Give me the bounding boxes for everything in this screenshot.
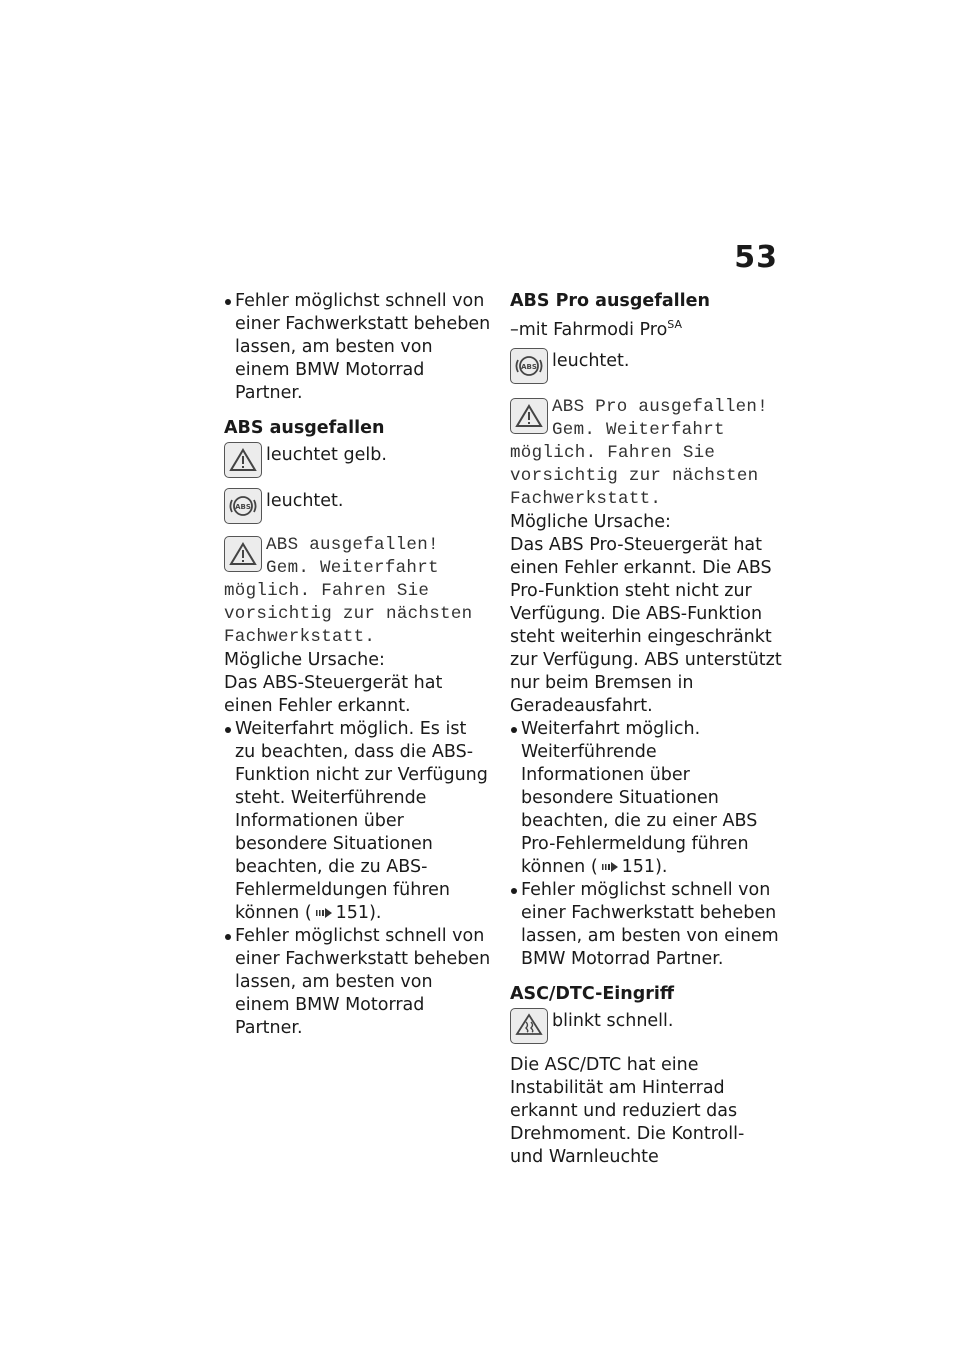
abs-lamp-row [224, 488, 492, 524]
abs-lamp-label: leuchtet. [266, 491, 344, 511]
page-reference-left[interactable]: 151 [335, 903, 370, 923]
display-message-abs-pro [510, 396, 782, 511]
traction-control-icon [510, 1008, 548, 1044]
svg-text:ABS: ABS [521, 362, 537, 371]
cause-label-left: Mögliche Ursache: [224, 650, 385, 670]
display-text-abs: ABS ausgefallen! Gem. Weiterfahrt möglich. Fahren Sie vorsichtig zur nächsten Fachwerkstatt. [224, 535, 473, 647]
subheading-fahrmodi-pro: –mit Fahrmodi Pro$^{SA}$ [510, 318, 683, 340]
warning-triangle-icon [510, 398, 548, 434]
svg-text:ABS: ABS [235, 503, 251, 511]
abs-pro-lamp-row [510, 348, 782, 384]
warning-triangle-icon [224, 442, 262, 478]
heading-asc-dtc: ASC/DTC-Eingriff [510, 983, 675, 1004]
page-number: 53 [734, 240, 778, 275]
sa-superscript: SA [667, 318, 683, 331]
bullet-repair-left-1: Fehler möglichst schnell von einer Fachwerkstatt beheben lassen, am besten von einem BMW Motorrad Partner. [224, 290, 492, 405]
bullet-continue-right: Weiterfahrt möglich. Weiterführende Informationen über besondere Situationen beachten, die zu einer ABS Pro-Fehlermeldung führen können ( 151). [510, 718, 782, 879]
bullet-continue-right-text: Weiterfahrt möglich. Weiterführende Informationen über besondere Situationen beachten, die zu einer ABS Pro-Fehlermeldung führen können ( [521, 718, 758, 877]
heading-abs-failed: ABS ausgefallen [224, 418, 385, 438]
asc-dtc-lamp-label: blinkt schnell. [552, 1010, 674, 1031]
bullet-repair-left-2: Fehler möglichst schnell von einer Fachwerkstatt beheben lassen, am besten von einem BMW Motorrad Partner. [224, 925, 492, 1040]
page-reference-arrow-icon [600, 860, 620, 874]
bullet-repair-right: Fehler möglichst schnell von einer Fachwerkstatt beheben lassen, am besten von einem BMW Motorrad Partner. [510, 879, 782, 971]
warning-lamp-row [224, 442, 492, 478]
bullet-continue-left: Weiterfahrt möglich. Es ist zu beachten, dass die ABS-Funktion nicht zur Verfügung steht. Weiterführende Informationen über besondere Situationen beachten, die zu ABS-Fehlermeldungen führen können ( 151). [224, 718, 492, 925]
abs-pro-lamp-label: leuchtet. [552, 350, 630, 371]
display-message-abs [224, 534, 492, 649]
left-column [224, 290, 492, 1040]
abs-icon [510, 348, 548, 384]
heading-abs-pro-failed: ABS Pro ausgefallen [510, 291, 710, 311]
asc-dtc-lamp-row [510, 1008, 782, 1044]
warning-triangle-icon [224, 536, 262, 572]
right-column [510, 290, 782, 1169]
display-text-abs-pro: ABS Pro ausgefallen! Gem. Weiterfahrt möglich. Fahren Sie vorsichtig zur nächsten Fachwerkstatt. [510, 396, 769, 509]
bullet-continue-left-text: Weiterfahrt möglich. Es ist zu beachten, dass die ABS-Funktion nicht zur Verfügung steht. Weiterführende Informationen über besondere Situationen beachten, die zu ABS-Fehlermeldungen führen können ( [235, 719, 488, 923]
abs-icon [224, 488, 262, 524]
page-reference-right[interactable]: 151 [621, 856, 656, 877]
asc-dtc-body: Die ASC/DTC hat eine Instabilität am Hinterrad erkannt und reduziert das Drehmoment. Die Kontroll- und Warnleuchte [510, 1054, 745, 1167]
cause-label-right: Mögliche Ursache: [510, 511, 671, 532]
page-reference-arrow-icon [314, 906, 334, 920]
warning-lamp-label: leuchtet gelb. [266, 445, 387, 465]
cause-text-left: Das ABS-Steuergerät hat einen Fehler erkannt. [224, 673, 443, 716]
cause-text-right: Das ABS Pro-Steuergerät hat einen Fehler erkannt. Die ABS Pro-Funktion steht nicht zur Verfügung. Die ABS-Funktion steht weiterhin eingeschränkt zur Verfügung. ABS unterstützt nur beim Bremsen in Geradeausfahrt. [510, 534, 782, 716]
